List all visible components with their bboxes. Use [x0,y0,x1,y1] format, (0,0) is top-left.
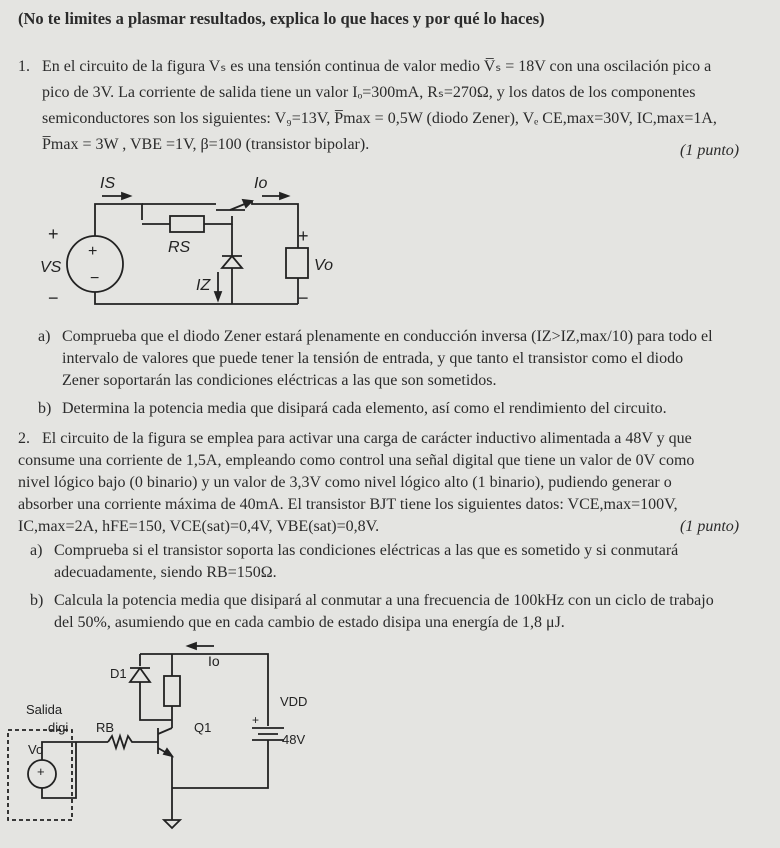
label-q1: Q1 [194,720,212,735]
plus-left: + [48,224,59,244]
q1a-line-3: Zener soportarán las condiciones eléctricas a las que son sometidos. [62,372,497,389]
label-io-2: Io [208,653,220,669]
q2-line-4: absorber una corriente máxima de 40mA. El transistor BJT tiene los siguientes datos: VCE,max=100V, [18,496,678,513]
label-d1: D1 [110,666,127,681]
label-vs: VS [40,259,62,276]
q2-line-2: consume una corriente de 1,5A, empleando como control una señal digital que tiene un valor de 0V como [18,452,695,469]
q1b-line-1: Determina la potencia media que disipará cada elemento, así como el rendimiento del circuito. [62,400,667,417]
q2-points: (1 punto) [680,518,740,535]
q1-line-1: En el circuito de la figura Vₛ es una tensión continua de valor medio V̅ₛ = 18V con una oscilación pico a [42,58,712,75]
q2b-label: b) [30,592,44,609]
label-io: Io [254,175,268,192]
q1-line-2: pico de 3V. La corriente de salida tiene un valor Iₒ=300mA, Rₛ=270Ω, y los datos de los componentes [42,84,696,101]
q2a-line-1: Comprueba si el transistor soporta las condiciones eléctricas a las que es sometido y si conmutará [54,542,679,559]
zener-regulator-circuit [30,168,333,318]
q1-line-3: semiconductores son los siguientes: V₉=13V, P̅max = 0,5W (diodo Zener), Vₑ CE,max=30V, IC,max=1A, [42,110,717,127]
q2-line-5: IC,max=2A, hFE=150, VCE(sat)=0,4V, VBE(sat)=0,8V. [18,518,380,535]
q2a-line-2: adecuadamente, siendo RB=150Ω. [54,564,277,581]
q2b-line-1: Calcula la potencia media que disipará al conmutar a una frecuencia de 100kHz con un ciclo de trabajo [54,592,714,609]
minus-right: − [298,288,309,308]
q1-number: 1. [18,58,30,75]
q1-line-4: P̅max = 3W , VBE =1V, β=100 (transistor bipolar). [42,136,370,153]
q1b-label: b) [38,400,52,417]
label-is: IS [100,175,116,192]
label-vdd: VDD [280,694,308,709]
q2a-label: a) [30,542,43,559]
q2b-line-2: del 50%, asumiendo que en cada cambio de estado disipa una energía de 1,8 μJ. [54,614,565,631]
q1a-label: a) [38,328,51,345]
q2-line-3: nivel lógico bajo (0 binario) y un valor de 3,3V como nivel lógico alto (1 binario), pudiendo generar o [18,474,672,491]
header-instruction: (No te limites a plasmar resultados, explica lo que haces y por qué lo haces) [18,9,545,28]
label-iz: IZ [196,277,211,294]
plus-source: + [88,243,98,260]
q1a-line-1: Comprueba que el diodo Zener estará plenamente en conducción inversa (IZ>IZ,max/10) para todo el [62,328,713,345]
plus-right: + [298,226,309,246]
label-vo-2: Vo [28,742,44,757]
minus-left: − [48,288,59,308]
source-plus: + [37,764,45,779]
q2-number: 2. [18,430,30,447]
q1-points: (1 punto) [680,142,740,159]
label-digi: digi [48,720,69,735]
bjt-switch-circuit [0,636,320,848]
battery-plus: + [252,713,260,727]
label-rb: RB [96,720,115,735]
q2-line-1: El circuito de la figura se emplea para activar una carga de carácter inductivo alimentada a 48V y que [42,430,692,447]
label-48v: 48V [282,732,306,747]
minus-source: − [90,270,100,287]
label-salida: Salida [26,702,63,717]
label-vo: Vo [314,257,333,274]
label-rs: RS [168,239,191,256]
q1a-line-2: intervalo de valores que puede tener la tensión de entrada, y que tanto el transistor como el diodo [62,350,684,367]
